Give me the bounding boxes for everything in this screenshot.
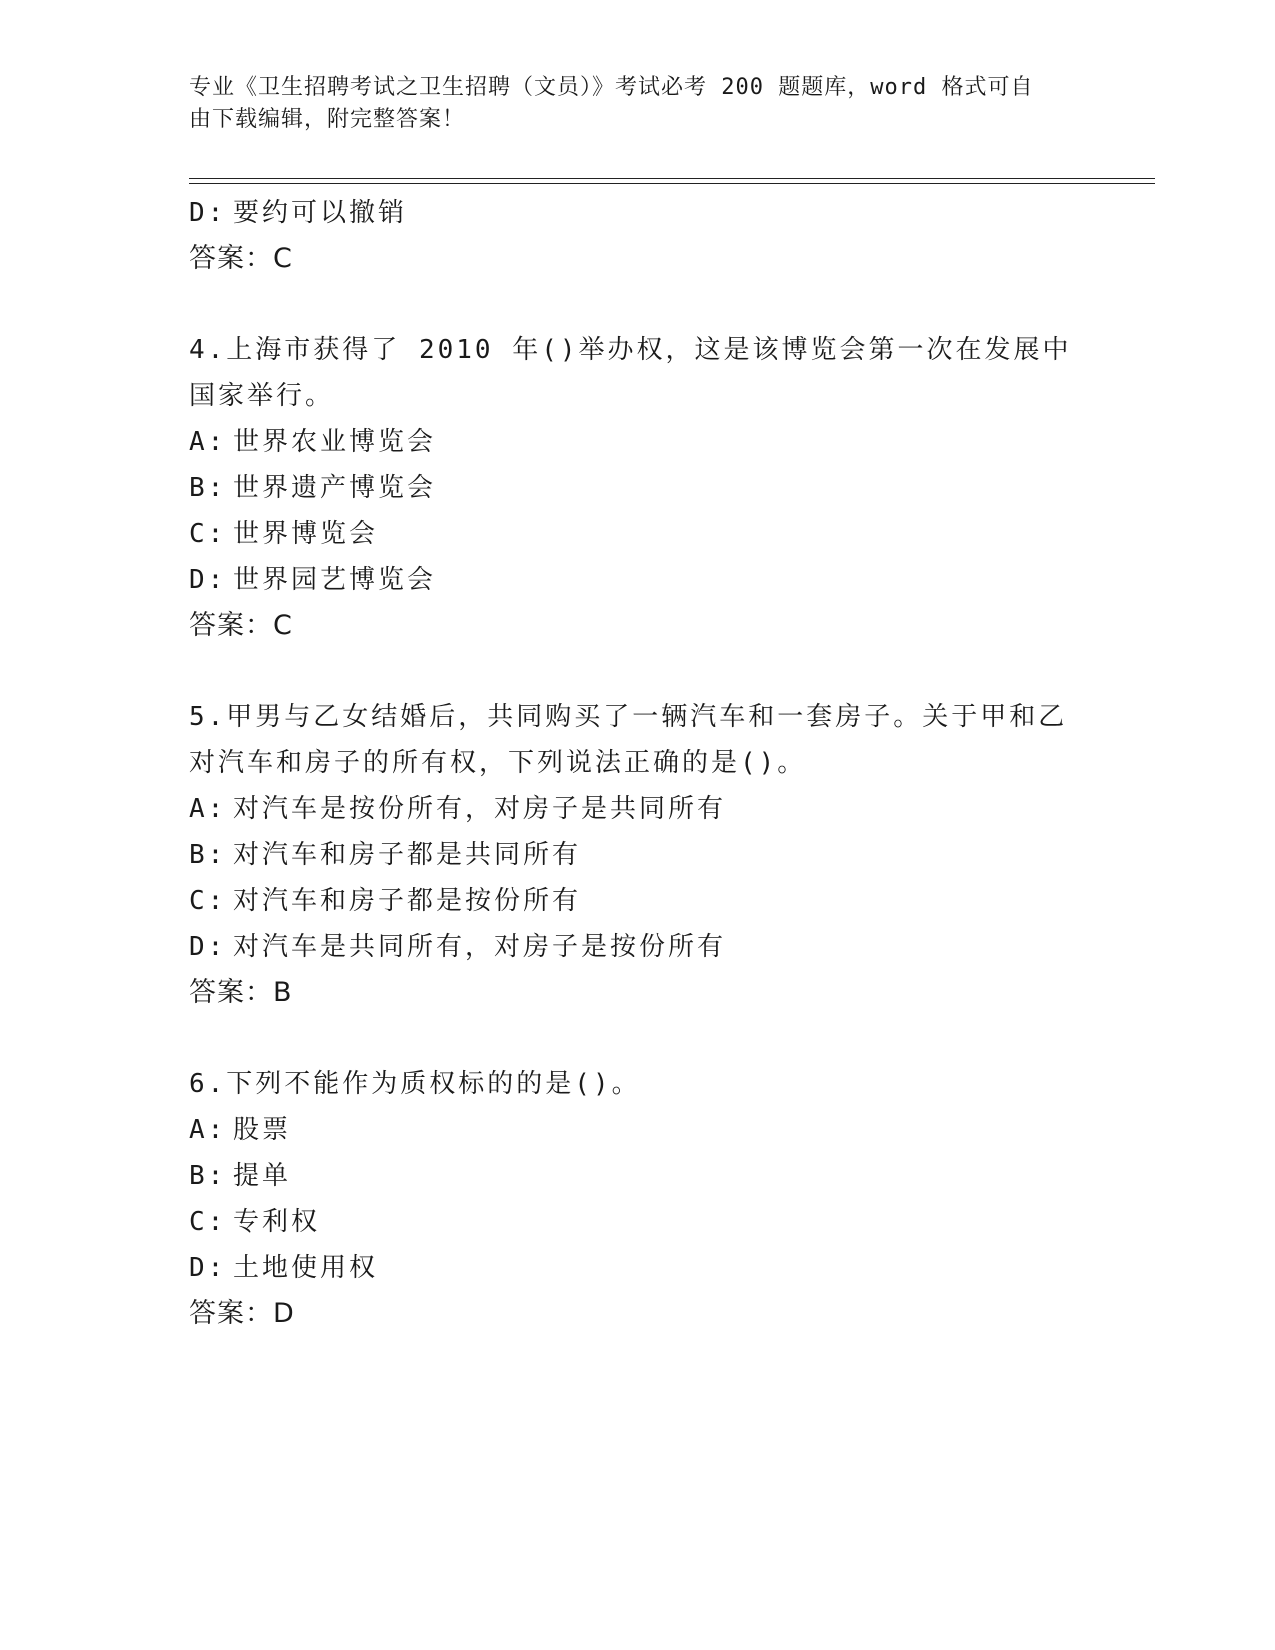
header-divider-top xyxy=(189,178,1155,179)
option-label: C: xyxy=(189,1207,227,1237)
option-label: B: xyxy=(189,473,227,503)
question-list xyxy=(189,190,1089,1337)
question-4 xyxy=(189,327,1089,649)
option-text: 世界农业博览会 xyxy=(233,427,437,457)
answer-line: 答案：C xyxy=(189,243,293,274)
option-d xyxy=(189,190,1089,236)
option-d xyxy=(189,924,1089,970)
option-text: 土地使用权 xyxy=(233,1253,379,1283)
option-b xyxy=(189,832,1089,878)
option-text: 要约可以撤销 xyxy=(233,198,408,228)
question-stem: 6.下列不能作为质权标的的是()。 xyxy=(189,1069,641,1099)
option-a xyxy=(189,786,1089,832)
option-d xyxy=(189,1245,1089,1291)
option-label: A: xyxy=(189,427,227,457)
option-text: 世界博览会 xyxy=(233,519,379,549)
option-text: 提单 xyxy=(233,1161,292,1191)
option-b xyxy=(189,1153,1089,1199)
question-6 xyxy=(189,1061,1089,1337)
answer-line: 答案：C xyxy=(189,610,293,641)
option-a xyxy=(189,1107,1089,1153)
option-c xyxy=(189,1199,1089,1245)
option-text: 对汽车是按份所有，对房子是共同所有 xyxy=(233,794,727,824)
option-a xyxy=(189,419,1089,465)
option-label: D: xyxy=(189,1253,227,1283)
option-text: 对汽车和房子都是共同所有 xyxy=(233,840,582,870)
option-label: B: xyxy=(189,840,227,870)
header-title-line-1: 专业《卫生招聘考试之卫生招聘（文员）》考试必考 200 题题库，word 格式可自 xyxy=(189,75,1034,100)
option-label: C: xyxy=(189,519,227,549)
answer-line: 答案：B xyxy=(189,977,293,1008)
option-b xyxy=(189,465,1089,511)
option-text: 世界遗产博览会 xyxy=(233,473,437,503)
option-label: D: xyxy=(189,565,227,595)
question-stem: 5.甲男与乙女结婚后，共同购买了一辆汽车和一套房子。关于甲和乙对汽车和房子的所有权，下列说法正确的是()。 xyxy=(189,702,1068,778)
option-label: D: xyxy=(189,198,227,228)
option-d xyxy=(189,557,1089,603)
option-label: A: xyxy=(189,1115,227,1145)
document-header xyxy=(189,72,1089,136)
header-divider-bottom xyxy=(189,183,1155,184)
option-text: 对汽车是共同所有，对房子是按份所有 xyxy=(233,932,727,962)
option-label: C: xyxy=(189,886,227,916)
question-stem: 4.上海市获得了 2010 年()举办权，这是该博览会第一次在发展中国家举行。 xyxy=(189,335,1072,411)
option-text: 世界园艺博览会 xyxy=(233,565,437,595)
header-title-line-2: 由下载编辑，附完整答案！ xyxy=(189,107,466,132)
option-text: 对汽车和房子都是按份所有 xyxy=(233,886,582,916)
option-c xyxy=(189,878,1089,924)
option-c xyxy=(189,511,1089,557)
question-5 xyxy=(189,694,1089,1016)
option-label: D: xyxy=(189,932,227,962)
option-label: B: xyxy=(189,1161,227,1191)
option-label: A: xyxy=(189,794,227,824)
option-text: 股票 xyxy=(233,1115,292,1145)
answer-line: 答案：D xyxy=(189,1298,295,1329)
option-text: 专利权 xyxy=(233,1207,321,1237)
